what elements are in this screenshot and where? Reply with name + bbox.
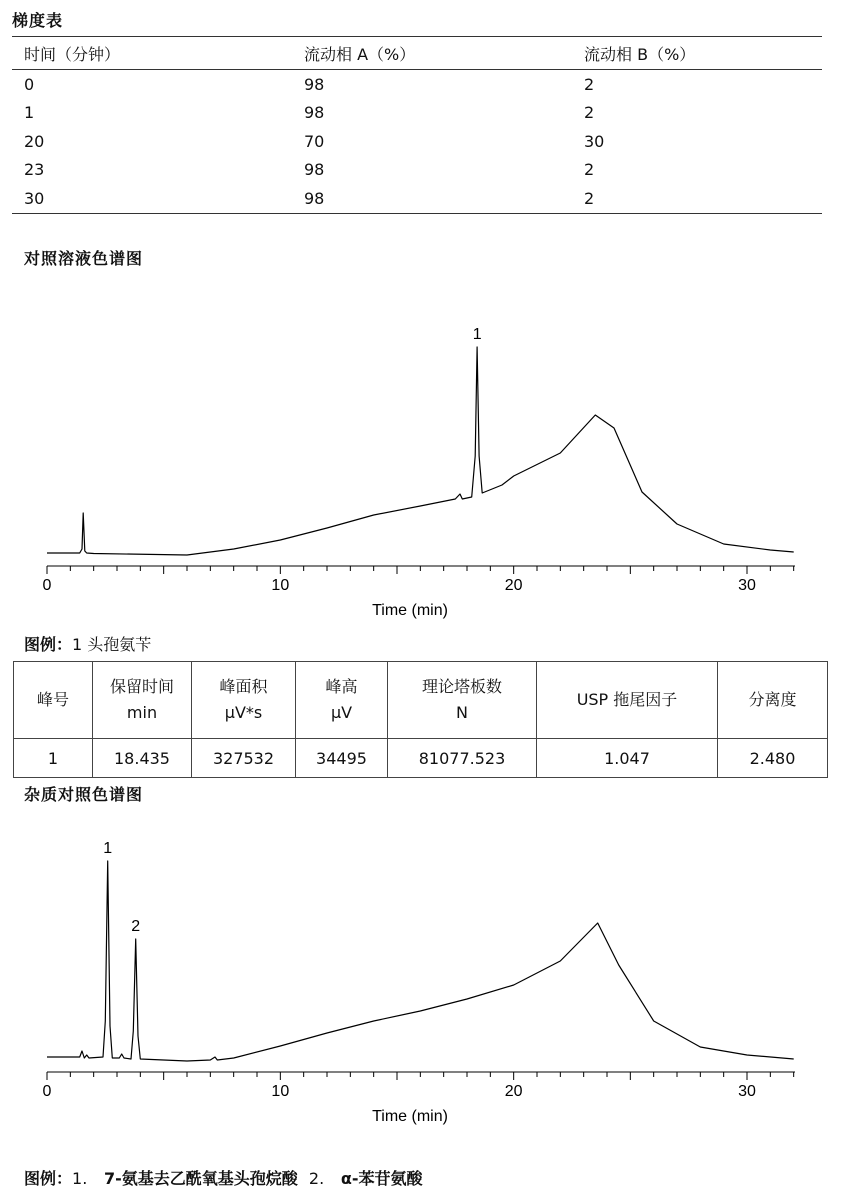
gradient-cell-a: 98 <box>292 184 572 213</box>
peak-header-plates <box>388 662 537 739</box>
peak-header-retention <box>93 662 192 739</box>
legend-entry: α-苯苷氨酸 <box>340 1169 423 1188</box>
x-axis-label: Time (min) <box>372 1108 448 1125</box>
gradient-header-phase-a: 流动相 A（%） <box>292 37 572 70</box>
gradient-cell-a: 98 <box>304 160 325 180</box>
chromatogram-1-title: 对照溶液色谱图 <box>24 249 144 268</box>
x-tick-label: 0 <box>42 577 52 594</box>
peak-header-resolution <box>718 662 828 739</box>
peak-cell-retention: 18.435 <box>93 739 192 778</box>
gradient-cell-time: 20 <box>24 131 45 151</box>
table-row <box>12 70 822 99</box>
peak-header-number <box>14 662 93 739</box>
header-label: 峰号 <box>36 690 69 709</box>
peak-cell-height: 34495 <box>296 739 388 778</box>
peak-results-table <box>13 661 828 778</box>
table-row <box>12 127 822 156</box>
peak-cell-plates: 81077.523 <box>388 739 537 778</box>
gradient-cell-time: 23 <box>24 160 45 180</box>
gradient-cell-b: 2 <box>572 184 822 213</box>
header-label: USP 拖尾因子 <box>576 690 678 709</box>
gradient-table-title: 梯度表 <box>12 11 64 30</box>
legend-prefix: 图例： <box>24 1169 73 1188</box>
gradient-cell-b: 2 <box>584 160 595 180</box>
peak-label: 2 <box>131 918 141 935</box>
peak-header-area <box>192 662 296 739</box>
header-unit: N <box>456 703 468 722</box>
gradient-table <box>12 36 822 214</box>
gradient-header-time: 时间（分钟） <box>12 37 292 70</box>
x-tick-label: 20 <box>504 577 523 594</box>
chromatogram-trace <box>47 861 794 1061</box>
x-tick-label: 20 <box>504 1083 523 1100</box>
gradient-cell-time: 1 <box>24 103 35 123</box>
chromatogram-2-legend <box>24 1166 423 1189</box>
gradient-cell-time: 30 <box>12 184 292 213</box>
legend-number: 2. <box>308 1169 325 1188</box>
header-label: 峰面积 <box>219 677 268 696</box>
chromatogram-2-title: 杂质对照色谱图 <box>24 785 144 804</box>
chromatogram-1-legend <box>24 632 151 655</box>
table-row <box>14 739 828 778</box>
gradient-cell-time: 0 <box>24 74 35 94</box>
table-row <box>12 156 822 185</box>
legend-prefix: 图例： <box>24 635 73 654</box>
peak-cell-area: 327532 <box>192 739 296 778</box>
gradient-cell-a: 98 <box>304 74 325 94</box>
table-row <box>12 184 822 213</box>
chromatogram-1-chart <box>0 300 842 630</box>
table-row <box>12 99 822 128</box>
peak-label: 1 <box>472 326 482 343</box>
peak-label: 1 <box>103 840 113 857</box>
x-tick-label: 30 <box>738 577 756 594</box>
peak-table-header-row <box>14 662 828 739</box>
peak-header-height <box>296 662 388 739</box>
header-unit: min <box>126 703 158 722</box>
gradient-header-phase-b: 流动相 B（%） <box>572 37 822 70</box>
peak-cell-resolution: 2.480 <box>718 739 828 778</box>
header-label: 分离度 <box>748 690 797 709</box>
header-label: 峰高 <box>325 677 358 696</box>
chromatogram-trace <box>47 347 794 555</box>
gradient-cell-b: 2 <box>584 74 595 94</box>
legend-number: 1. <box>72 1169 88 1188</box>
header-label: 理论塔板数 <box>421 677 502 696</box>
header-label: 保留时间 <box>109 677 174 696</box>
x-tick-label: 30 <box>738 1083 756 1100</box>
x-tick-label: 0 <box>42 1083 52 1100</box>
peak-cell-number: 1 <box>14 739 93 778</box>
gradient-header-row <box>12 37 822 70</box>
x-tick-label: 10 <box>271 577 290 594</box>
legend-entry: 7-氨基去乙酰氧基头孢烷酸 <box>104 1169 298 1188</box>
x-tick-label: 10 <box>271 1083 290 1100</box>
peak-cell-tailing: 1.047 <box>537 739 718 778</box>
gradient-cell-b: 30 <box>584 131 605 151</box>
peak-header-tailing <box>537 662 718 739</box>
header-unit: μV*s <box>224 703 263 722</box>
x-axis-label: Time (min) <box>372 602 448 619</box>
chromatogram-2-chart <box>0 812 842 1138</box>
header-unit: μV <box>330 703 353 722</box>
gradient-cell-b: 2 <box>584 103 595 123</box>
gradient-cell-a: 98 <box>304 103 325 123</box>
gradient-cell-a: 70 <box>304 131 325 151</box>
legend-entry: 1 头孢氨苄 <box>72 635 152 654</box>
